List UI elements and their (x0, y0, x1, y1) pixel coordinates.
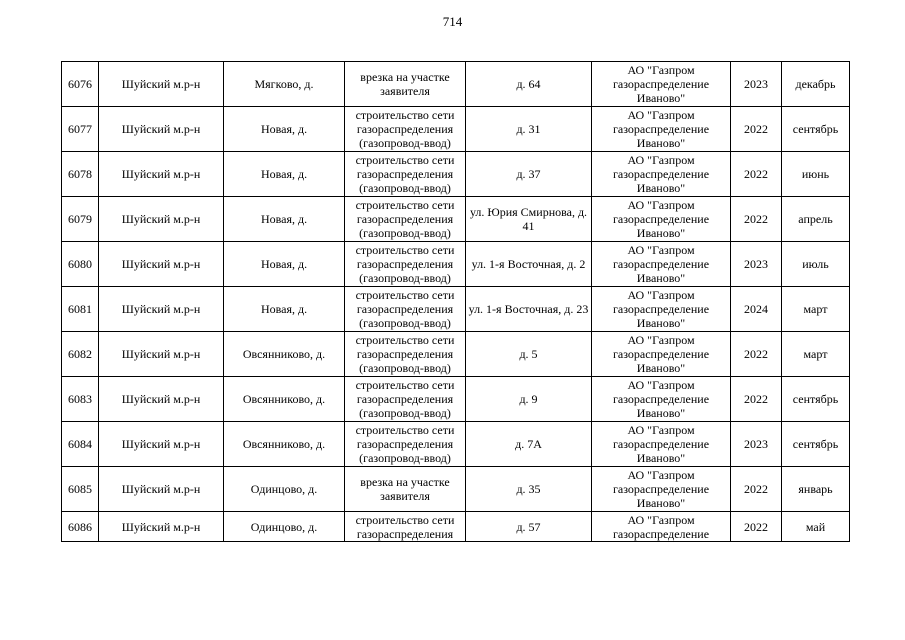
month-cell: апрель (782, 197, 850, 242)
district-cell: Шуйский м.р-н (99, 377, 224, 422)
work-type-cell: строительство сети газораспределения (газопровод-ввод) (345, 107, 466, 152)
gasification-table (61, 61, 850, 542)
organization-cell: АО "Газпром газораспределение Иваново" (592, 287, 731, 332)
organization-cell: АО "Газпром газораспределение Иваново" (592, 422, 731, 467)
locality-cell: Новая, д. (224, 197, 345, 242)
row-number-cell: 6086 (62, 512, 99, 542)
row-number-cell: 6079 (62, 197, 99, 242)
address-cell: д. 57 (466, 512, 592, 542)
locality-cell: Овсянниково, д. (224, 332, 345, 377)
page-number: 714 (442, 14, 463, 29)
locality-cell: Одинцово, д. (224, 467, 345, 512)
table-body (62, 62, 850, 542)
organization-cell: АО "Газпром газораспределение Иваново" (592, 152, 731, 197)
address-cell: д. 9 (466, 377, 592, 422)
month-cell: сентябрь (782, 107, 850, 152)
month-cell: сентябрь (782, 422, 850, 467)
address-cell: д. 31 (466, 107, 592, 152)
month-cell: июль (782, 242, 850, 287)
organization-cell (592, 512, 731, 542)
year-cell: 2022 (731, 467, 782, 512)
year-cell: 2022 (731, 152, 782, 197)
year-cell: 2023 (731, 422, 782, 467)
locality-cell: Новая, д. (224, 152, 345, 197)
district-cell: Шуйский м.р-н (99, 62, 224, 107)
work-type-cell: врезка на участке заявителя (345, 62, 466, 107)
table-row (62, 512, 850, 542)
year-cell: 2022 (731, 377, 782, 422)
address-cell: д. 64 (466, 62, 592, 107)
work-type-cell: строительство сети газораспределения (газопровод-ввод) (345, 332, 466, 377)
year-cell: 2022 (731, 107, 782, 152)
work-type-cell-text: строительство сети газораспределения (355, 513, 455, 541)
organization-cell: АО "Газпром газораспределение Иваново" (592, 467, 731, 512)
table-row (62, 287, 850, 332)
organization-cell: АО "Газпром газораспределение Иваново" (592, 197, 731, 242)
month-cell: январь (782, 467, 850, 512)
work-type-cell: врезка на участке заявителя (345, 467, 466, 512)
work-type-cell: строительство сети газораспределения (газопровод-ввод) (345, 197, 466, 242)
organization-cell-text: АО "Газпром газораспределение (612, 513, 710, 541)
address-cell: д. 35 (466, 467, 592, 512)
month-cell: июнь (782, 152, 850, 197)
row-number-cell: 6082 (62, 332, 99, 377)
year-cell: 2024 (731, 287, 782, 332)
table-row (62, 332, 850, 377)
district-cell: Шуйский м.р-н (99, 197, 224, 242)
address-cell: ул. 1-я Восточная, д. 23 (466, 287, 592, 332)
locality-cell: Мягково, д. (224, 62, 345, 107)
table-row (62, 62, 850, 107)
work-type-cell: строительство сети газораспределения (газопровод-ввод) (345, 152, 466, 197)
locality-cell: Новая, д. (224, 107, 345, 152)
row-number-cell: 6078 (62, 152, 99, 197)
locality-cell: Овсянниково, д. (224, 377, 345, 422)
address-cell: ул. 1-я Восточная, д. 2 (466, 242, 592, 287)
district-cell: Шуйский м.р-н (99, 422, 224, 467)
table-row (62, 422, 850, 467)
district-cell: Шуйский м.р-н (99, 107, 224, 152)
organization-cell: АО "Газпром газораспределение Иваново" (592, 377, 731, 422)
row-number-cell: 6084 (62, 422, 99, 467)
month-cell: сентябрь (782, 377, 850, 422)
table-row (62, 377, 850, 422)
row-number-cell: 6083 (62, 377, 99, 422)
address-cell: д. 7А (466, 422, 592, 467)
table-row (62, 152, 850, 197)
table-row (62, 107, 850, 152)
table-row (62, 467, 850, 512)
organization-cell: АО "Газпром газораспределение Иваново" (592, 107, 731, 152)
year-cell: 2023 (731, 62, 782, 107)
row-number-cell: 6080 (62, 242, 99, 287)
month-cell: декабрь (782, 62, 850, 107)
work-type-cell: строительство сети газораспределения (газопровод-ввод) (345, 287, 466, 332)
locality-cell: Овсянниково, д. (224, 422, 345, 467)
year-cell: 2022 (731, 512, 782, 542)
address-cell: д. 5 (466, 332, 592, 377)
work-type-cell (345, 512, 466, 542)
year-cell: 2022 (731, 332, 782, 377)
district-cell: Шуйский м.р-н (99, 152, 224, 197)
row-number-cell: 6081 (62, 287, 99, 332)
table-row (62, 242, 850, 287)
locality-cell: Новая, д. (224, 242, 345, 287)
locality-cell: Одинцово, д. (224, 512, 345, 542)
district-cell: Шуйский м.р-н (99, 287, 224, 332)
district-cell: Шуйский м.р-н (99, 242, 224, 287)
work-type-cell: строительство сети газораспределения (газопровод-ввод) (345, 422, 466, 467)
row-number-cell: 6077 (62, 107, 99, 152)
address-cell: д. 37 (466, 152, 592, 197)
year-cell: 2022 (731, 197, 782, 242)
table-row (62, 197, 850, 242)
organization-cell: АО "Газпром газораспределение Иваново" (592, 332, 731, 377)
row-number-cell: 6076 (62, 62, 99, 107)
month-cell: март (782, 332, 850, 377)
district-cell: Шуйский м.р-н (99, 512, 224, 542)
month-cell: май (782, 512, 850, 542)
work-type-cell: строительство сети газораспределения (газопровод-ввод) (345, 242, 466, 287)
year-cell: 2023 (731, 242, 782, 287)
district-cell: Шуйский м.р-н (99, 467, 224, 512)
row-number-cell: 6085 (62, 467, 99, 512)
locality-cell: Новая, д. (224, 287, 345, 332)
month-cell: март (782, 287, 850, 332)
district-cell: Шуйский м.р-н (99, 332, 224, 377)
organization-cell: АО "Газпром газораспределение Иваново" (592, 242, 731, 287)
address-cell: ул. Юрия Смирнова, д. 41 (466, 197, 592, 242)
work-type-cell: строительство сети газораспределения (газопровод-ввод) (345, 377, 466, 422)
organization-cell: АО "Газпром газораспределение Иваново" (592, 62, 731, 107)
